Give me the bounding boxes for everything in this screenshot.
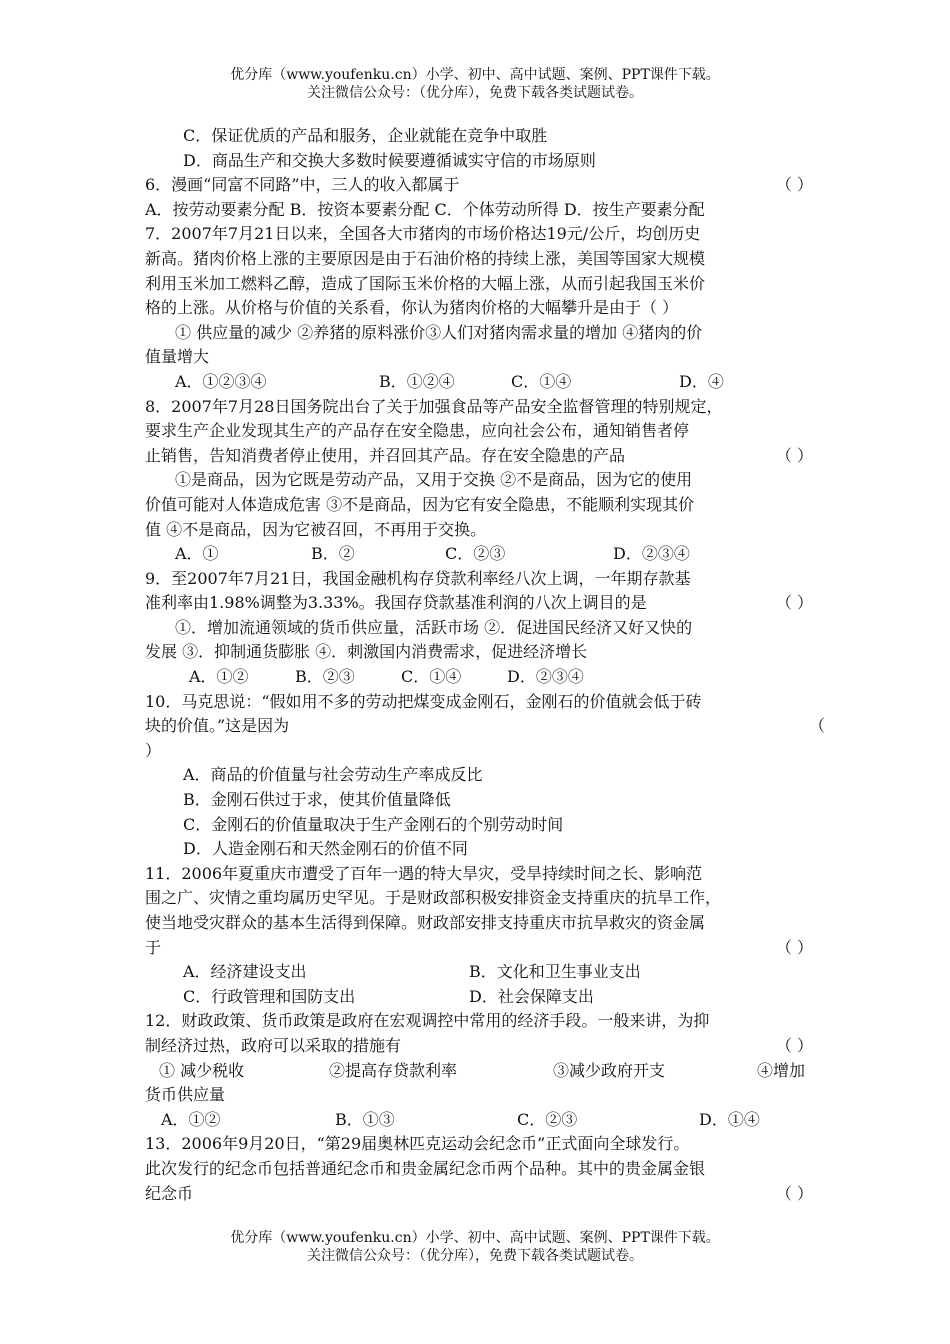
header-line-2: 关注微信公众号：（优分库），免费下载各类试题试卷。 xyxy=(307,85,643,101)
q12-line-2-text: 制经济过热，政府可以采取的措施有 xyxy=(145,1035,402,1055)
q7-line-4: 格的上涨。从价格与价值的关系看，你认为猪肉价格的大幅攀升是由于（ ） xyxy=(145,298,679,318)
q8-line-3 xyxy=(145,444,825,469)
q8-line-2: 要求生产企业发现其生产的产品存在安全隐患，应向社会公布，通知销售者停 xyxy=(145,421,690,441)
q12-answer-paren: （ ） xyxy=(775,1035,813,1055)
q7-options xyxy=(145,370,825,395)
q5-option-d: D．商品生产和交换大多数时候要遵循诚实守信的市场原则 xyxy=(183,150,596,170)
q8-option-d: D．②③④ xyxy=(613,544,690,564)
q11-line-1: 11．2006年夏重庆市遭受了百年一遇的特大旱灾，受旱持续时间之长、影响范 xyxy=(145,863,703,883)
q11-answer-paren: （ ） xyxy=(775,937,813,957)
q9-line-4: 发展 ③．抑制通货膨胀 ④．刺激国内消费需求，促进经济增长 xyxy=(145,642,588,662)
q8-line-5: 价值可能对人体造成危害 ③不是商品，因为它有安全隐患，不能顺利实现其价 xyxy=(145,494,695,514)
q7-line-2: 新高。猪肉价格上涨的主要原因是由于石油价格的持续上涨，美国等国家大规模 xyxy=(145,248,706,268)
q13-line-1: 13．2006年9月20日，“第29届奥林匹克运动会纪念币”正式面向全球发行。 xyxy=(145,1134,690,1154)
q9-line-3: ①．增加流通领域的货币供应量，活跃市场 ②．促进国民经济又好又快的 xyxy=(175,617,693,637)
q10-line-2-text: 块的价值。”这是因为 xyxy=(145,716,290,736)
q8-line-4: ①是商品，因为它既是劳动产品，又用于交换 ②不是商品，因为它的使用 xyxy=(175,470,693,490)
q10-line-2 xyxy=(145,714,825,739)
q8-line-1: 8．2007年7月28日国务院出台了关于加强食品等产品安全监督管理的特别规定， xyxy=(145,396,723,416)
q9-line-1: 9．至2007年7月21日，我国金融机构存贷款利率经八次上调，一年期存款基 xyxy=(145,568,691,588)
page-footer xyxy=(0,1229,950,1265)
q8-option-b: B．② xyxy=(311,544,355,564)
q7-option-a: A．①②③④ xyxy=(175,371,267,391)
q9-option-d: D．②③④ xyxy=(507,667,584,687)
q12-statement-3: ③减少政府开支 xyxy=(553,1060,666,1080)
q10-paren-open: （ xyxy=(808,716,825,736)
q11-line-2: 围之广、灾情之重均属历史罕见。于是财政部积极安排资金支持重庆的抗旱工作， xyxy=(145,888,722,908)
q8-line-3-text: 止销售，告知消费者停止使用，并召回其产品。存在安全隐患的产品 xyxy=(145,445,626,465)
q7-option-d: D．④ xyxy=(679,371,724,391)
q10-option-a: A．商品的价值量与社会劳动生产率成反比 xyxy=(183,765,483,785)
q10-option-d: D．人造金刚石和天然金刚石的价值不同 xyxy=(183,839,468,859)
q12-statement-4: ④增加 xyxy=(757,1060,806,1080)
q12-statement-2: ②提高存贷款利率 xyxy=(329,1060,458,1080)
q8-options xyxy=(145,542,825,567)
q12-statements xyxy=(145,1059,825,1084)
q9-options xyxy=(145,665,825,690)
q11-options-ab xyxy=(145,960,825,985)
q7-line-6: 值量增大 xyxy=(145,347,210,367)
q6-stem xyxy=(145,173,825,198)
q11-options-cd xyxy=(145,985,825,1010)
q8-option-c: C．②③ xyxy=(445,544,506,564)
q13-answer-paren: （ ） xyxy=(775,1183,813,1203)
footer-line-2: 关注微信公众号：（优分库），免费下载各类试题试卷。 xyxy=(307,1248,643,1264)
q11-option-b: B．文化和卫生事业支出 xyxy=(469,962,641,982)
q10-paren-close: ） xyxy=(145,740,162,760)
q10-option-c: C．金刚石的价值量取决于生产金刚石的个别劳动时间 xyxy=(183,814,564,834)
q11-option-a: A．经济建设支出 xyxy=(183,962,307,982)
q8-line-6: 值 ④不是商品，因为它被召回，不再用于交换。 xyxy=(145,519,487,539)
q9-option-c: C．①④ xyxy=(401,667,462,687)
q13-line-2: 此次发行的纪念币包括普通纪念币和贵金属纪念币两个品种。其中的贵金属金银 xyxy=(145,1158,706,1178)
q11-option-c: C．行政管理和国防支出 xyxy=(183,986,356,1006)
q8-option-a: A．① xyxy=(175,544,219,564)
q6-options: A．按劳动要素分配 B．按资本要素分配 C．个体劳动所得 D．按生产要素分配 xyxy=(145,199,705,219)
q9-answer-paren: （ ） xyxy=(775,593,813,613)
q9-option-a: A．①② xyxy=(189,667,249,687)
q12-line-1: 12．财政政策、货币政策是政府在宏观调控中常用的经济手段。一般来讲，为抑 xyxy=(145,1011,710,1031)
exam-content xyxy=(145,124,825,1206)
q12-line-4: 货币供应量 xyxy=(145,1085,226,1105)
q13-line-3-text: 纪念币 xyxy=(145,1183,194,1203)
q9-option-b: B．②③ xyxy=(295,667,355,687)
q9-line-2-text: 准利率由1.98%调整为3.33%。我国存贷款基准利润的八次上调目的是 xyxy=(145,593,647,613)
header-line-1: 优分库（www.youfenku.cn）小学、初中、高中试题、案例、PPT课件下载。 xyxy=(230,67,720,83)
q12-option-a: A．①② xyxy=(161,1109,221,1129)
q5-option-c: C．保证优质的产品和服务，企业就能在竞争中取胜 xyxy=(183,126,548,145)
q12-option-d: D．①④ xyxy=(699,1109,760,1129)
q10-option-b: B．金刚石供过于求，使其价值量降低 xyxy=(183,790,451,810)
q13-line-3 xyxy=(145,1182,825,1207)
q12-line-2 xyxy=(145,1034,825,1059)
q12-option-c: C．②③ xyxy=(517,1109,578,1129)
q11-option-d: D．社会保障支出 xyxy=(469,986,594,1006)
q10-line-1: 10．马克思说：“假如用不多的劳动把煤变成金刚石，金刚石的价值就会低于砖 xyxy=(145,691,702,711)
q9-line-2 xyxy=(145,591,825,616)
q12-options xyxy=(145,1108,825,1133)
q7-option-b: B．①②④ xyxy=(379,371,455,391)
q6-answer-paren: （ ） xyxy=(775,175,813,195)
q7-line-3: 利用玉米加工燃料乙醇，造成了国际玉米价格的大幅上涨，从而引起我国玉米价 xyxy=(145,273,706,293)
q7-option-c: C．①④ xyxy=(511,371,572,391)
footer-line-1: 优分库（www.youfenku.cn）小学、初中、高中试题、案例、PPT课件下载。 xyxy=(230,1230,720,1246)
q6-stem-text: 6．漫画“同富不同路”中，三人的收入都属于 xyxy=(145,175,460,195)
q8-answer-paren: （ ） xyxy=(775,445,813,465)
q11-line-4-text: 于 xyxy=(145,937,162,957)
q11-line-4 xyxy=(145,936,825,961)
q7-line-5: ① 供应量的减少 ②养猪的原料涨价③人们对猪肉需求量的增加 ④猪肉的价 xyxy=(175,322,703,342)
q7-line-1: 7．2007年7月21日以来，全国各大市猪肉的市场价格达19元/公斤，均创历史 xyxy=(145,224,701,244)
q12-statement-1: ① 减少税收 xyxy=(159,1060,245,1080)
page-header xyxy=(0,66,950,102)
q12-option-b: B．①③ xyxy=(335,1109,395,1129)
q11-line-3: 使当地受灾群众的基本生活得到保障。财政部安排支持重庆市抗旱救灾的资金属 xyxy=(145,913,706,932)
